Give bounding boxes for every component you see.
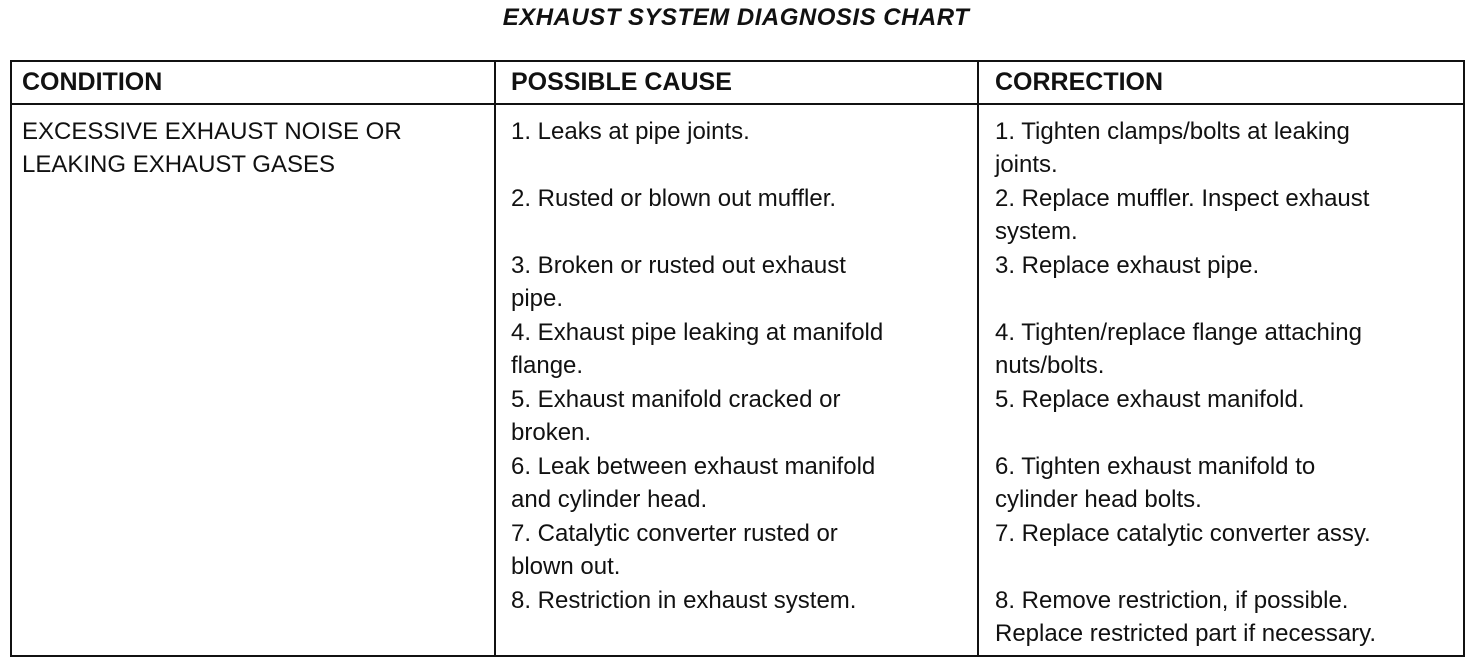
correction-item [995,383,1305,416]
correction-line: Replace restricted part if necessary. [995,620,1377,647]
cause-line: and cylinder head. [511,486,708,513]
correction-item [995,115,1350,181]
cause-item [511,316,883,382]
cause-line: blown out. [511,553,621,580]
chart-title: EXHAUST SYSTEM DIAGNOSIS CHART [502,4,970,31]
cause-line: 7. Catalytic converter rusted or [511,520,838,547]
correction-line: system. [995,218,1078,245]
cause-item [511,249,846,315]
header-possible-cause: POSSIBLE CAUSE [511,68,732,96]
cause-item [511,383,841,449]
correction-item [995,249,1259,282]
header-correction: CORRECTION [995,68,1164,96]
condition-line: EXCESSIVE EXHAUST NOISE OR [22,118,402,145]
header-divider [12,103,1463,105]
correction-item [995,517,1371,550]
correction-line: 1. Tighten clamps/bolts at leaking [995,118,1350,145]
cause-line: 4. Exhaust pipe leaking at manifold [511,319,884,346]
correction-item [995,182,1369,248]
cause-line: 2. Rusted or blown out muffler. [511,185,837,212]
cause-line: 5. Exhaust manifold cracked or [511,386,841,413]
condition-cell [22,115,402,181]
correction-line: 6. Tighten exhaust manifold to [995,453,1316,480]
correction-line: 4. Tighten/replace flange attaching [995,319,1362,346]
cause-line: flange. [511,352,584,379]
cause-line: 6. Leak between exhaust manifold [511,453,876,480]
correction-line: 7. Replace catalytic converter assy. [995,520,1371,547]
cause-line: 3. Broken or rusted out exhaust [511,252,846,279]
diagnosis-table [10,60,1465,657]
correction-line: 3. Replace exhaust pipe. [995,252,1260,279]
column-divider-cause [494,62,496,655]
cause-line: broken. [511,419,592,446]
correction-item [995,584,1376,650]
cause-line: pipe. [511,285,564,312]
correction-line: joints. [995,151,1058,178]
header-condition: CONDITION [22,68,163,96]
cause-item [511,584,856,617]
cause-item [511,115,750,148]
correction-item [995,316,1362,382]
cause-line: 1. Leaks at pipe joints. [511,118,750,145]
cause-item [511,450,875,516]
cause-item [511,182,836,215]
correction-line: 5. Replace exhaust manifold. [995,386,1305,413]
correction-line: 8. Remove restriction, if possible. [995,587,1349,614]
cause-item [511,517,838,583]
correction-line: nuts/bolts. [995,352,1105,379]
correction-line: cylinder head bolts. [995,486,1202,513]
cause-line: 8. Restriction in exhaust system. [511,587,857,614]
correction-item [995,450,1315,516]
condition-line: LEAKING EXHAUST GASES [22,151,335,178]
column-divider-correction [977,62,979,655]
correction-line: 2. Replace muffler. Inspect exhaust [995,185,1370,212]
